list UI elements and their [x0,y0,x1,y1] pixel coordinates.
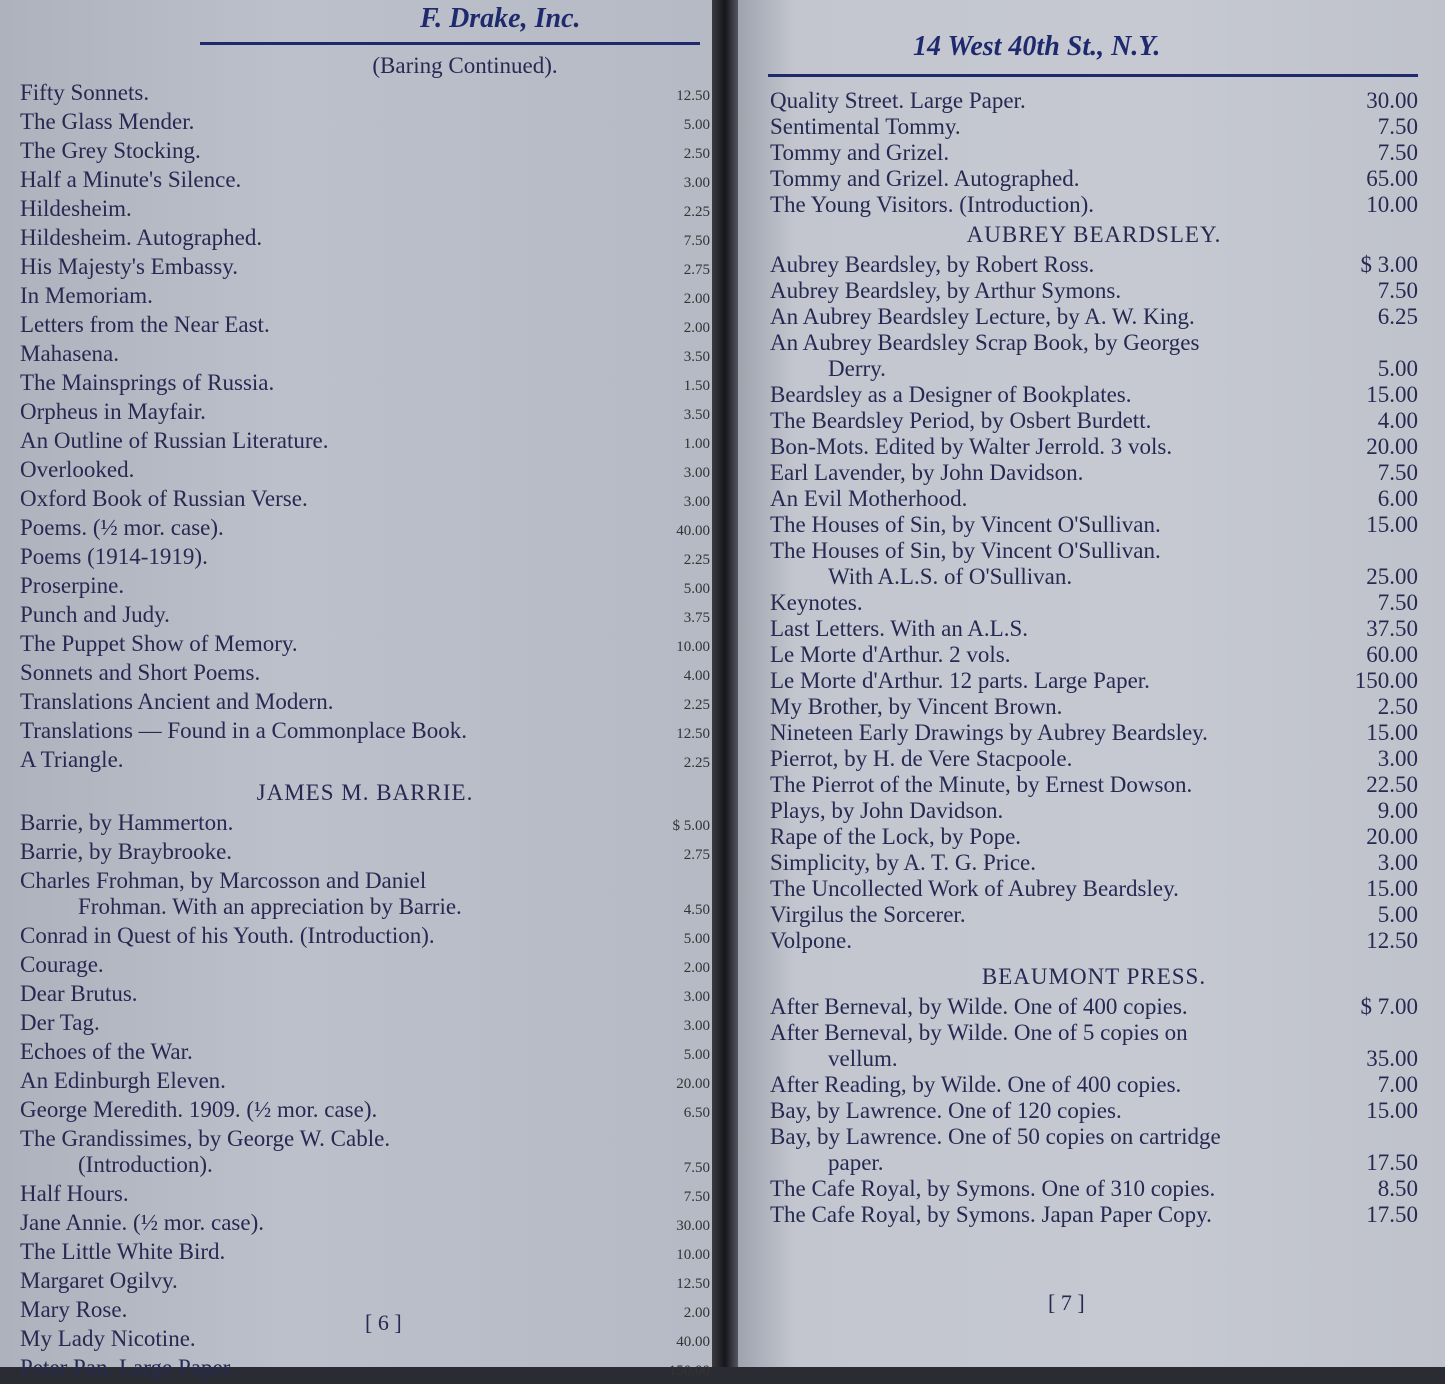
entry-title: Peter Pan. Large Paper. [20,1355,235,1380]
entry-price: 150.00 [1354,668,1418,693]
entry-price: 7.50 [683,1160,710,1176]
entry-title: The Pierrot of the Minute, by Ernest Dowson. [770,772,1193,797]
catalog-entry [20,1355,710,1384]
entry-title: Nineteen Early Drawings by Aubrey Beardsley. [770,720,1208,745]
entry-title: An Outline of Russian Literature. [20,428,329,453]
catalog-entry [770,460,1418,486]
catalog-entry [20,254,710,283]
entry-price: 3.00 [1377,746,1418,771]
section-heading-beaumont: BEAUMONT PRESS. [981,964,1207,989]
catalog-entry [20,283,710,312]
catalog-entry [20,718,710,747]
catalog-entry [20,573,710,602]
entry-title: Beardsley as a Designer of Bookplates. [770,382,1132,407]
entry-title: The Cafe Royal, by Symons. Japan Paper Copy. [770,1202,1212,1227]
catalog-entry [770,512,1418,538]
catalog-entry [20,747,710,776]
catalog-entry [770,1124,1418,1150]
entry-price: 2.25 [683,755,710,771]
entry-title: Letters from the Near East. [20,312,270,337]
catalog-entry [20,341,710,370]
catalog-entry [20,602,710,631]
catalog-entry [770,166,1418,192]
entry-title: Sentimental Tommy. [770,114,961,139]
entry-price: 7.50 [683,233,710,249]
catalog-entry [770,694,1418,720]
entry-title: An Evil Motherhood. [770,486,968,511]
entry-title: Sonnets and Short Poems. [20,660,261,685]
entry-title: The Houses of Sin, by Vincent O'Sullivan. [770,538,1161,563]
catalog-entry [20,109,710,138]
catalog-entry [770,538,1418,564]
entry-price: 2.25 [683,697,710,713]
beaumont-press-list [770,994,1418,1228]
running-head-left: F. Drake, Inc. [420,3,581,34]
catalog-entry [20,80,710,109]
entry-title: The Young Visitors. (Introduction). [770,192,1095,217]
entry-price: 25.00 [1366,564,1418,589]
entry-price: 6.00 [1377,486,1418,511]
entry-title: Echoes of the War. [20,1039,193,1064]
entry-price: 7.50 [1377,114,1418,139]
entry-price: 3.00 [683,1018,710,1034]
entry-title: Jane Annie. (½ mor. case). [20,1210,264,1235]
entry-price: 15.00 [1366,382,1418,407]
entry-title: The Mainsprings of Russia. [20,370,275,395]
entry-price: 6.50 [683,1105,710,1121]
entry-title: Charles Frohman, by Marcosson and Daniel [20,868,427,893]
entry-title-continued: Derry. [828,356,886,381]
page-number-right: [ 7 ] [1048,1290,1085,1315]
entry-price: 10.00 [676,1247,710,1263]
catalog-entry [20,167,710,196]
entry-price: 150.00 [668,1363,710,1379]
entry-title: The Cafe Royal, by Symons. One of 310 copies. [770,1176,1216,1201]
entry-price: 5.00 [1377,356,1418,381]
running-head-right: 14 West 40th St., N.Y. [913,31,1161,62]
header-rule [200,42,700,45]
entry-price: 40.00 [676,523,710,539]
catalog-entry [20,660,710,689]
entry-title: An Aubrey Beardsley Lecture, by A. W. King. [770,304,1195,329]
entry-price: 7.50 [683,1189,710,1205]
entry-title: The Grey Stocking. [20,138,201,163]
catalog-entry [770,330,1418,356]
entry-price: 3.00 [683,175,710,191]
catalog-entry [770,1098,1418,1124]
catalog-entry [20,515,710,544]
entry-price: 4.00 [1377,408,1418,433]
entry-price: $ 3.00 [1360,252,1418,277]
entry-title: Punch and Judy. [20,602,170,627]
entry-title: Plays, by John Davidson. [770,798,1004,823]
catalog-entry [770,902,1418,928]
entry-title: Tommy and Grizel. [770,140,950,165]
catalog-entry [20,689,710,718]
entry-price: 7.00 [1377,1072,1418,1097]
entry-price: 2.00 [683,291,710,307]
entry-title: The Little White Bird. [20,1239,226,1264]
catalog-entry-continuation [770,1150,1418,1176]
catalog-entry [20,312,710,341]
catalog-entry-continuation [770,1046,1418,1072]
entry-title-continued: paper. [828,1150,884,1175]
entry-title: The Glass Mender. [20,109,195,134]
entry-title: Tommy and Grizel. Autographed. [770,166,1080,191]
entry-title: George Meredith. 1909. (½ mor. case). [20,1097,378,1122]
section-heading-barrie: JAMES M. BARRIE. [256,780,474,805]
entry-price: 5.00 [1377,902,1418,927]
entry-title: Half Hours. [20,1181,129,1206]
entry-title: Poems (1914-1919). [20,544,208,569]
entry-title: Aubrey Beardsley, by Robert Ross. [770,252,1095,277]
header-rule [768,74,1418,77]
entry-price: 12.50 [676,88,710,104]
catalog-entry [770,994,1418,1020]
catalog-entry [20,810,710,839]
catalog-entry [770,1020,1418,1046]
catalog-entry [770,278,1418,304]
entry-price: 7.50 [1377,278,1418,303]
catalog-entry-continuation [770,356,1418,382]
catalog-entry [20,225,710,254]
entry-price: 20.00 [676,1076,710,1092]
entry-price: 7.50 [1377,460,1418,485]
entry-title: Le Morte d'Arthur. 12 parts. Large Paper. [770,668,1150,693]
catalog-entry [770,486,1418,512]
catalog-entry-continuation [20,894,710,923]
entry-title: Courage. [20,952,104,977]
entry-title: Bay, by Lawrence. One of 120 copies. [770,1098,1122,1123]
catalog-entry [20,868,710,894]
entry-title: Translations Ancient and Modern. [20,689,334,714]
entry-price: 12.50 [1366,928,1418,953]
catalog-entry [20,486,710,515]
catalog-entry [770,252,1418,278]
entry-price: 2.75 [683,847,710,863]
entry-title: Translations — Found in a Commonplace Book. [20,718,468,743]
entry-title: Oxford Book of Russian Verse. [20,486,308,511]
entry-price: 2.00 [683,960,710,976]
entry-title: My Brother, by Vincent Brown. [770,694,1063,719]
entry-price: 5.00 [683,931,710,947]
catalog-entry [20,923,710,952]
catalog-entry [770,1072,1418,1098]
entry-title: A Triangle. [20,747,124,772]
entry-price: 3.00 [683,989,710,1005]
entry-title: My Lady Nicotine. [20,1326,196,1351]
entry-title: Orpheus in Mayfair. [20,399,206,424]
entry-title: Rape of the Lock, by Pope. [770,824,1022,849]
entry-price: 15.00 [1366,876,1418,901]
catalog-entry [770,88,1418,114]
entry-title: Simplicity, by A. T. G. Price. [770,850,1036,875]
catalog-entry-continuation [20,1152,710,1181]
catalog-entry [770,746,1418,772]
entry-price: 40.00 [676,1334,710,1350]
entry-title: The Beardsley Period, by Osbert Burdett. [770,408,1152,433]
entry-title: The Grandissimes, by George W. Cable. [20,1126,391,1151]
right-page [738,0,1445,1367]
entry-title: Bon-Mots. Edited by Walter Jerrold. 3 vols. [770,434,1173,459]
beardsley-list [770,252,1418,954]
entry-title: Earl Lavender, by John Davidson. [770,460,1084,485]
entry-price: 20.00 [1366,824,1418,849]
entry-title: Hildesheim. Autographed. [20,225,263,250]
catalog-entry [20,1039,710,1068]
entry-title: After Reading, by Wilde. One of 400 copies. [770,1072,1182,1097]
catalog-entry [20,1210,710,1239]
catalog-entry [20,428,710,457]
entry-price: 37.50 [1366,616,1418,641]
entry-title: Last Letters. With an A.L.S. [770,616,1028,641]
catalog-entry [770,850,1418,876]
barrie-continued-list [770,88,1418,218]
entry-price: 6.25 [1377,304,1418,329]
catalog-entry [770,590,1418,616]
catalog-entry [770,798,1418,824]
entry-price: 15.00 [1366,512,1418,537]
entry-title: Quality Street. Large Paper. [770,88,1026,113]
entry-title: Volpone. [770,928,852,953]
entry-title-continued: (Introduction). [78,1152,213,1177]
entry-price: 17.50 [1366,1202,1418,1227]
entry-title: An Edinburgh Eleven. [20,1068,226,1093]
entry-price: 2.75 [683,262,710,278]
entry-price: 7.50 [1377,590,1418,615]
entry-price: 2.50 [683,146,710,162]
entry-price: 4.50 [683,902,710,918]
catalog-entry [770,642,1418,668]
entry-price: 5.00 [683,581,710,597]
entry-price: 7.50 [1377,140,1418,165]
entry-price: 12.50 [676,1276,710,1292]
catalog-entry [770,928,1418,954]
catalog-entry [20,981,710,1010]
entry-title: In Memoriam. [20,283,153,308]
entry-price: 3.50 [683,349,710,365]
entry-price: 3.00 [1377,850,1418,875]
entry-title: Mary Rose. [20,1297,128,1322]
catalog-entry [20,457,710,486]
catalog-entry [20,631,710,660]
entry-price: 3.00 [683,465,710,481]
entry-title: The Uncollected Work of Aubrey Beardsley. [770,876,1179,901]
book-spine [712,0,738,1367]
section-heading-beardsley: AUBREY BEARDSLEY. [966,222,1222,247]
catalog-entry [770,616,1418,642]
catalog-entry [20,1268,710,1297]
catalog-entry [20,1097,710,1126]
catalog-entry [770,140,1418,166]
catalog-entry [770,876,1418,902]
catalog-entry [20,196,710,225]
entry-title: His Majesty's Embassy. [20,254,238,279]
entry-title: Half a Minute's Silence. [20,167,242,192]
catalog-entry [770,192,1418,218]
entry-title: After Berneval, by Wilde. One of 5 copies on [770,1020,1188,1045]
continued-label: (Baring Continued). [372,53,558,78]
entry-title: Virgilus the Sorcerer. [770,902,966,927]
catalog-entry [770,720,1418,746]
entry-title: Poems. (½ mor. case). [20,515,224,540]
entry-price: 22.50 [1366,772,1418,797]
entry-title: Barrie, by Braybrooke. [20,839,233,864]
entry-price: 5.00 [683,117,710,133]
catalog-entry [770,668,1418,694]
entry-title: Margaret Ogilvy. [20,1268,178,1293]
entry-price: 35.00 [1366,1046,1418,1071]
entry-title: Bay, by Lawrence. One of 50 copies on cartridge [770,1124,1221,1149]
entry-price: 3.00 [683,494,710,510]
entry-title-continued: vellum. [828,1046,898,1071]
entry-title-continued: With A.L.S. of O'Sullivan. [828,564,1073,589]
catalog-entry [770,772,1418,798]
entry-title: Aubrey Beardsley, by Arthur Symons. [770,278,1122,303]
page-number-left: [ 6 ] [365,1310,402,1335]
entry-price: 2.50 [1377,694,1418,719]
entry-price: 8.50 [1377,1176,1418,1201]
entry-title: Overlooked. [20,457,135,482]
entry-title: Der Tag. [20,1010,100,1035]
barrie-list [20,810,710,1384]
catalog-entry [770,408,1418,434]
entry-price: 2.00 [683,1305,710,1321]
entry-price: 1.00 [683,436,710,452]
entry-price: 9.00 [1377,798,1418,823]
entry-price: 1.50 [683,378,710,394]
entry-price: 10.00 [1366,192,1418,217]
catalog-entry [770,304,1418,330]
catalog-entry [20,1181,710,1210]
catalog-entry [770,382,1418,408]
entry-title: Le Morte d'Arthur. 2 vols. [770,642,1011,667]
entry-title: An Aubrey Beardsley Scrap Book, by Georges [770,330,1200,355]
entry-title: Mahasena. [20,341,119,366]
entry-price: 4.00 [683,668,710,684]
entry-title: Proserpine. [20,573,125,598]
catalog-entry [20,370,710,399]
entry-title: Hildesheim. [20,196,132,221]
catalog-entry [770,114,1418,140]
entry-title: Fifty Sonnets. [20,80,150,105]
entry-title: Conrad in Quest of his Youth. (Introduction). [20,923,435,948]
entry-price: $ 5.00 [672,818,710,834]
catalog-entry [20,952,710,981]
entry-price: 10.00 [676,639,710,655]
entry-price: 17.50 [1366,1150,1418,1175]
entry-price: 5.00 [683,1047,710,1063]
entry-price: 2.00 [683,320,710,336]
entry-price: 15.00 [1366,1098,1418,1123]
entry-price: $ 7.00 [1360,994,1418,1019]
entry-price: 2.25 [683,552,710,568]
catalog-entry [20,1126,710,1152]
entry-title: After Berneval, by Wilde. One of 400 copies. [770,994,1188,1019]
entry-price: 30.00 [676,1218,710,1234]
catalog-entry [20,138,710,167]
entry-title: The Puppet Show of Memory. [20,631,298,656]
catalog-entry [770,1176,1418,1202]
entry-price: 3.50 [683,407,710,423]
catalog-entry [770,1202,1418,1228]
catalog-entry [20,1010,710,1039]
entry-price: 60.00 [1366,642,1418,667]
entry-price: 30.00 [1366,88,1418,113]
baring-list [20,80,710,776]
entry-price: 15.00 [1366,720,1418,745]
catalog-entry [770,824,1418,850]
catalog-entry [20,839,710,868]
catalog-entry [20,544,710,573]
entry-title: Pierrot, by H. de Vere Stacpoole. [770,746,1073,771]
entry-price: 2.25 [683,204,710,220]
catalog-entry-continuation [770,564,1418,590]
entry-title-continued: Frohman. With an appreciation by Barrie. [78,894,462,919]
catalog-entry [20,399,710,428]
entry-title: Barrie, by Hammerton. [20,810,234,835]
catalog-entry [770,434,1418,460]
left-page [0,0,712,1380]
entry-title: Dear Brutus. [20,981,138,1006]
catalog-entry [20,1068,710,1097]
catalog-entry [20,1239,710,1268]
entry-title: Keynotes. [770,590,863,615]
entry-price: 20.00 [1366,434,1418,459]
entry-price: 65.00 [1366,166,1418,191]
entry-price: 3.75 [683,610,710,626]
entry-title: The Houses of Sin, by Vincent O'Sullivan. [770,512,1161,537]
entry-price: 12.50 [676,726,710,742]
